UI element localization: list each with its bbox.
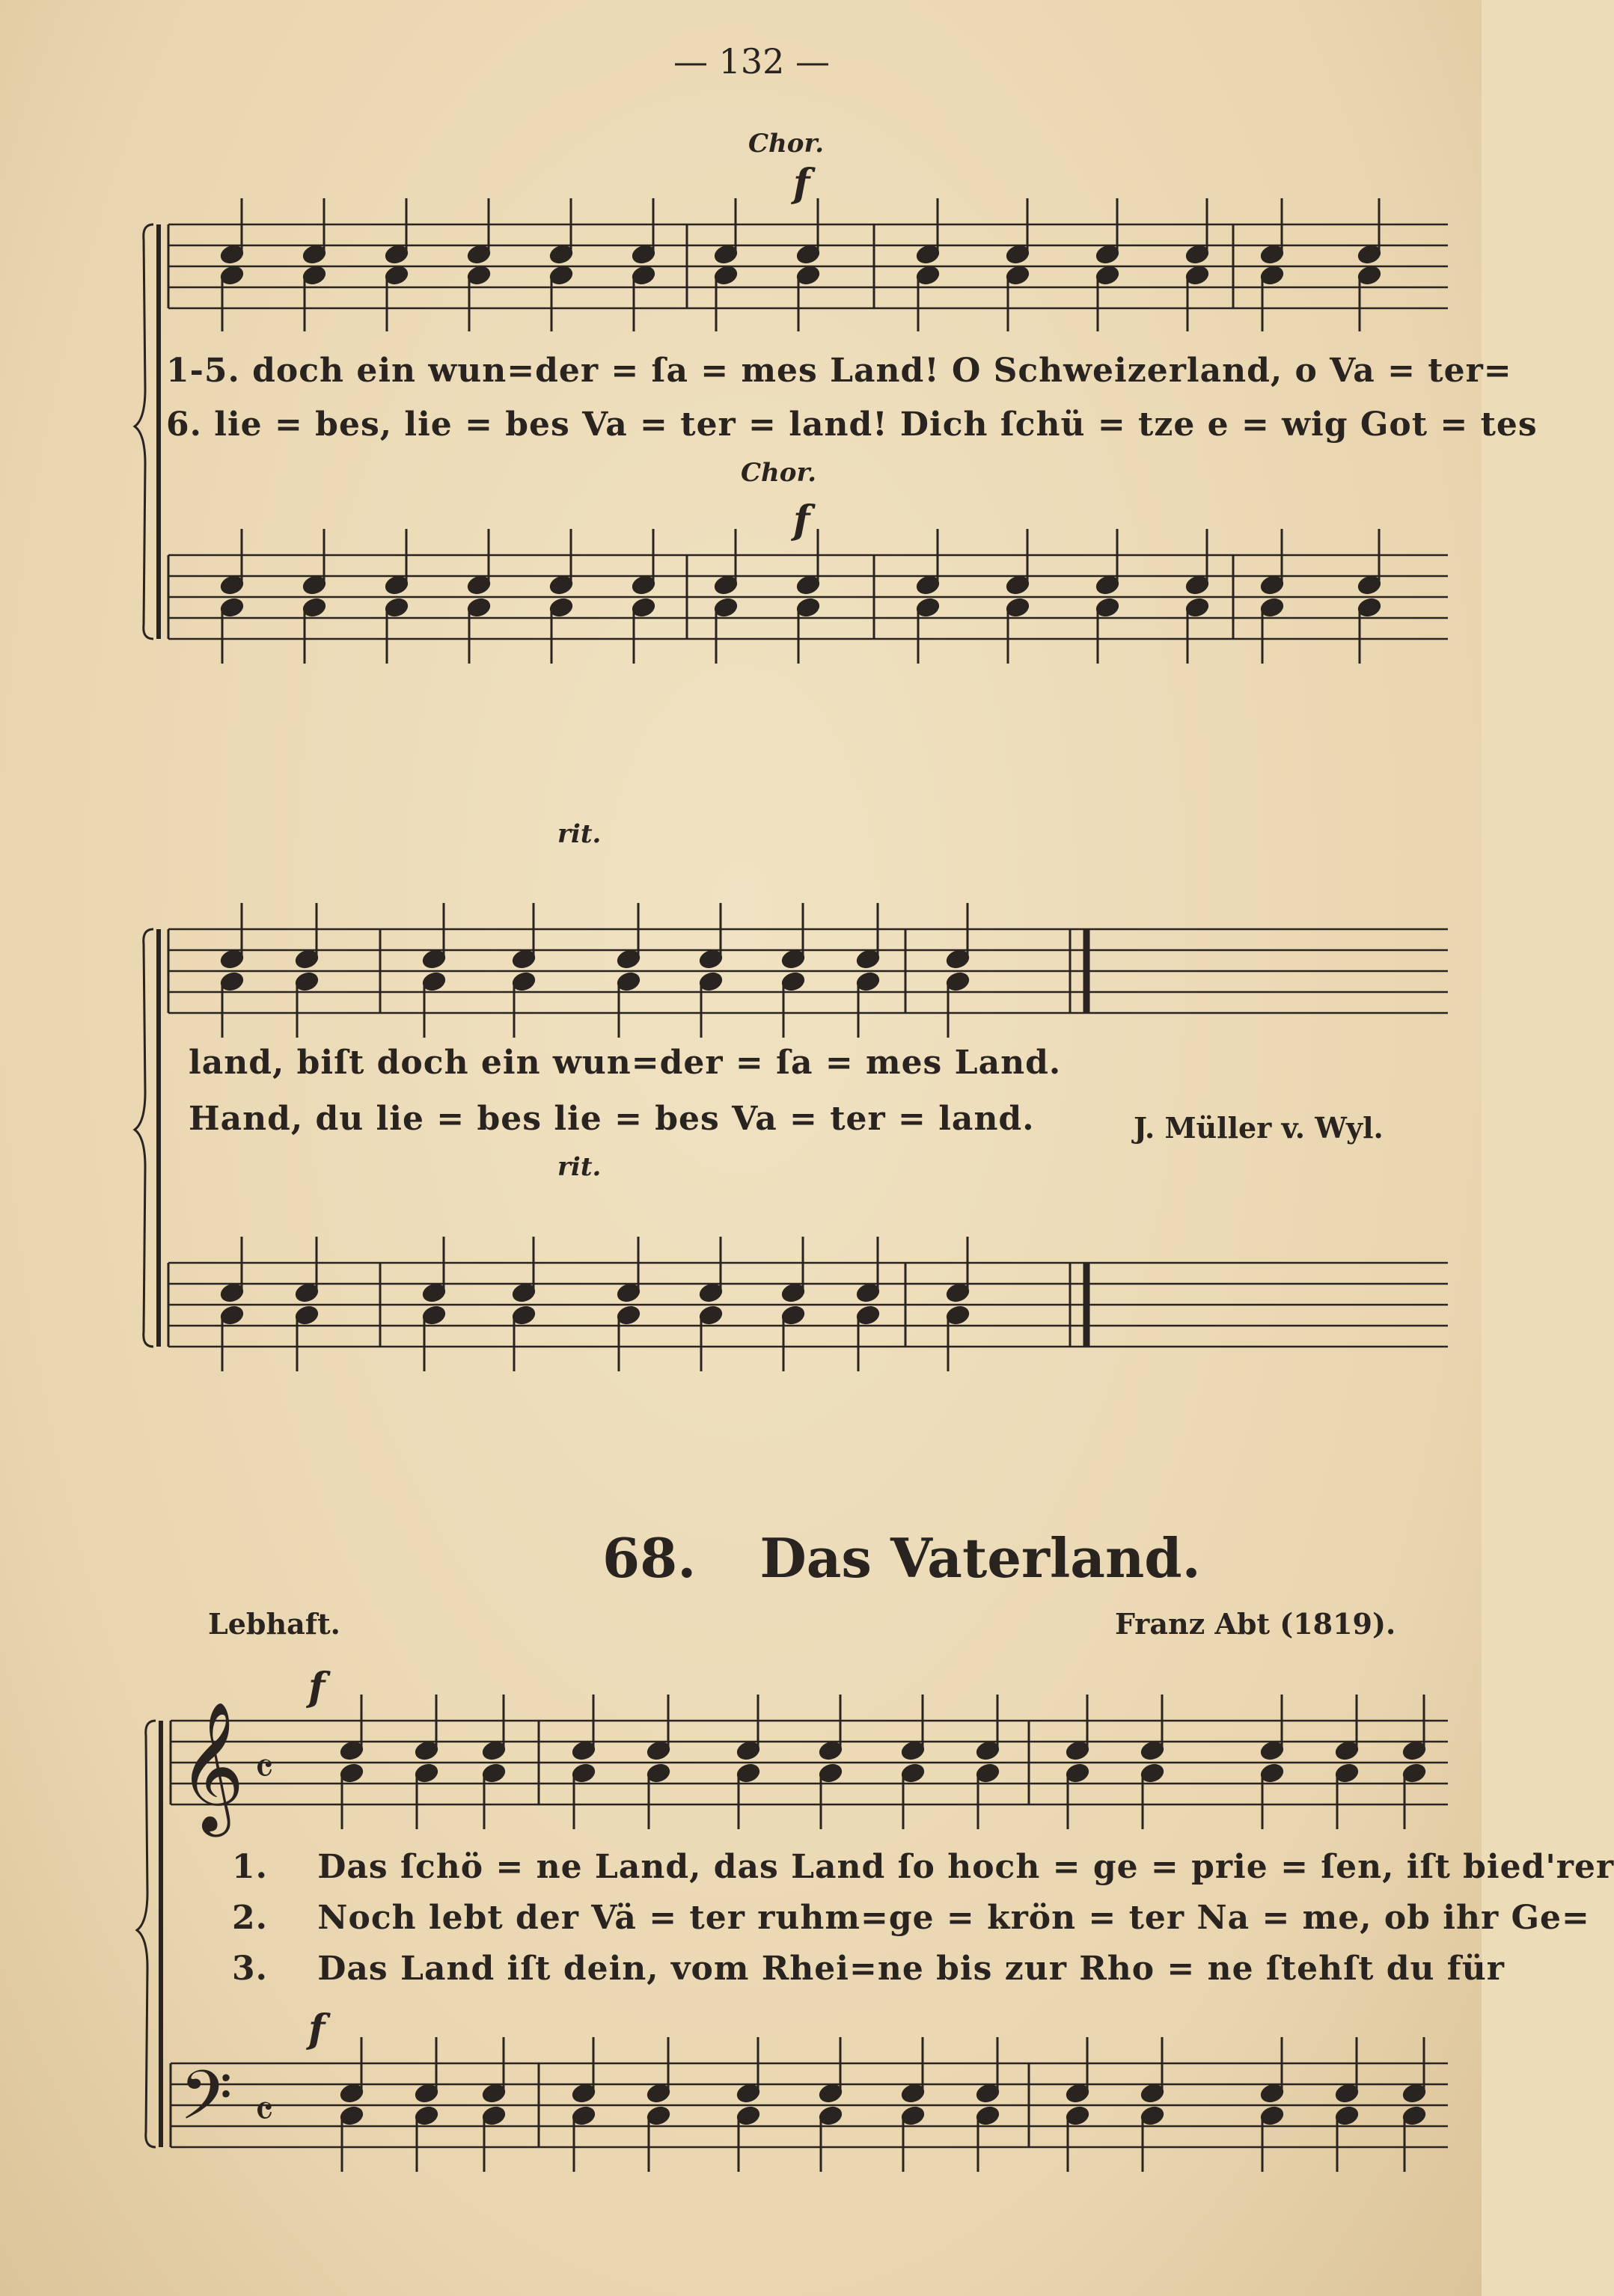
treble-clef-icon: 𝄞 bbox=[178, 1701, 245, 1831]
common-time-icon: 𝄴 bbox=[254, 1743, 274, 1794]
dynamic-forte-s1-top: f bbox=[793, 161, 810, 206]
lyrics-s1-line2: 6. lie = bes, lie = bes Va = ter = land! Dich ſchü = tze e = wig Got = tes bbox=[166, 405, 1538, 444]
dynamic-forte-s1-bottom: f bbox=[793, 498, 810, 543]
common-time-icon: 𝄴 bbox=[254, 2086, 274, 2137]
verse-3-text: Das Land iſt dein, vom Rhei=ne bis zur Rho = ne ſtehſt du für bbox=[317, 1950, 1505, 1988]
chor-label-top: Chor. bbox=[748, 129, 825, 159]
dynamic-forte-68-bottom: f bbox=[308, 2006, 325, 2052]
tempo-marking: Lebhaft. bbox=[208, 1607, 340, 1641]
song-title-text: Das Vaterland. bbox=[759, 1526, 1201, 1590]
verse-2-text: Noch lebt der Vä = ter ruhm=ge = krön = ter Na = me, ob ihr Ge= bbox=[317, 1899, 1590, 1937]
verse-2-number: 2. bbox=[232, 1899, 268, 1937]
staff-s2-bottom bbox=[168, 1263, 1448, 1347]
note-heads bbox=[218, 198, 1428, 2172]
staff-s1-top bbox=[168, 224, 1448, 308]
rit-label-top: rit. bbox=[557, 819, 602, 849]
dynamic-forte-68-top: f bbox=[308, 1665, 325, 1710]
song-number: 68. bbox=[602, 1526, 697, 1590]
staff-s2-top bbox=[168, 929, 1448, 1013]
verse-3-number: 3. bbox=[232, 1950, 268, 1988]
rit-label-bottom: rit. bbox=[557, 1152, 602, 1182]
lyrics-s2-line2: Hand, du lie = bes lie = bes Va = ter = land. bbox=[189, 1100, 1035, 1138]
verse-1-number: 1. bbox=[232, 1848, 268, 1886]
staff-s1-bottom bbox=[168, 555, 1448, 639]
bass-clef-icon: 𝄢 bbox=[180, 2056, 233, 2152]
composer-mueller: J. Müller v. Wyl. bbox=[1134, 1111, 1384, 1145]
lyrics-s2-line1: land, biſt doch ein wun=der = ſa = mes Land. bbox=[189, 1044, 1062, 1082]
chor-label-bottom: Chor. bbox=[741, 458, 817, 488]
page-number: — 132 — bbox=[673, 41, 831, 82]
song-composer: Franz Abt (1819). bbox=[1115, 1607, 1396, 1641]
verse-1-text: Das ſchö = ne Land, das Land ſo hoch = ge = prie = ſen, iſt bied'rer bbox=[317, 1848, 1614, 1886]
lyrics-s1-line1: 1-5. doch ein wun=der = ſa = mes Land! O Schweizerland, o Va = ter= bbox=[166, 352, 1512, 390]
